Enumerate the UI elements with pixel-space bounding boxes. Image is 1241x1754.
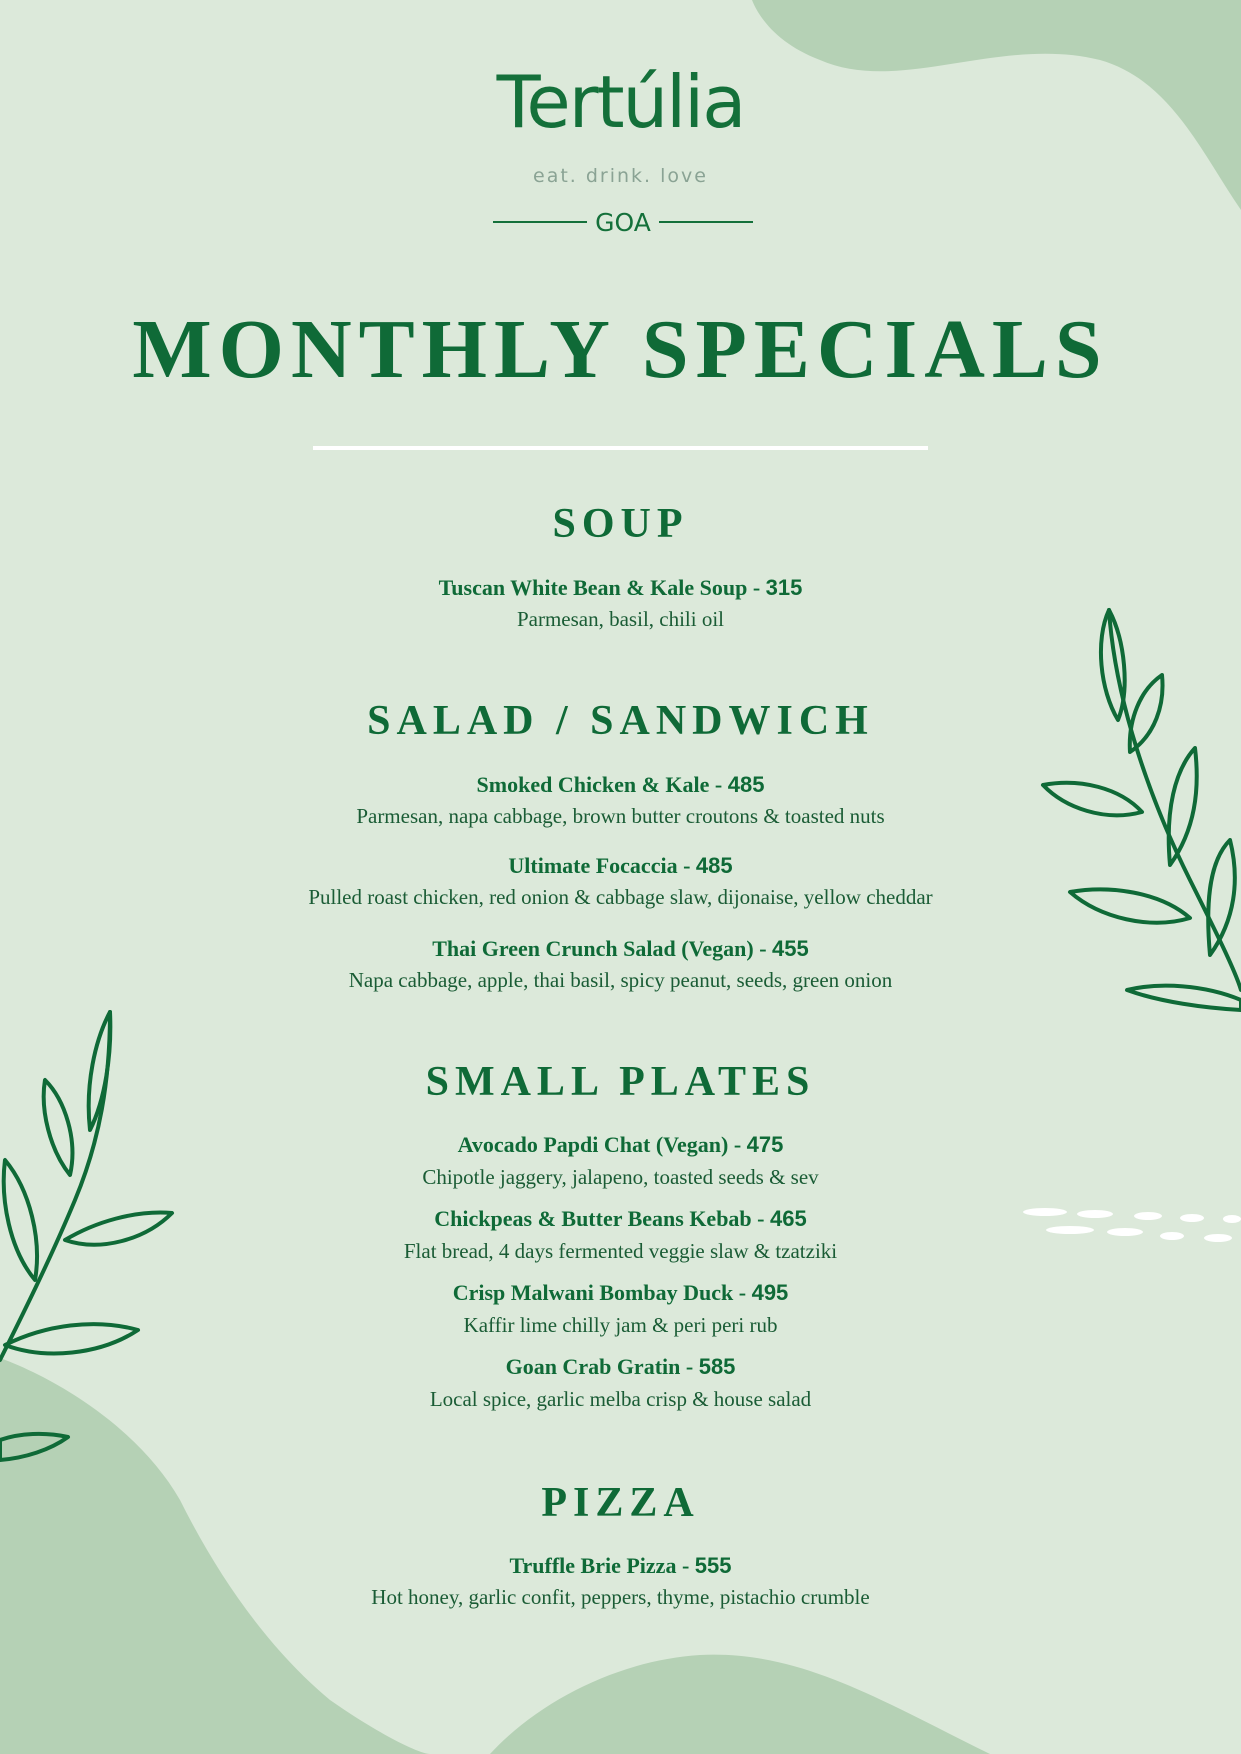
menu-item-description: Parmesan, basil, chili oil (516, 607, 725, 631)
menu-item-name: Tuscan White Bean & Kale Soup - 315 (438, 575, 803, 600)
menu-item-price: 485 (695, 853, 733, 878)
menu-item-description: Parmesan, napa cabbage, brown butter croutons & toasted nuts (356, 804, 885, 828)
menu-item-price: 465 (770, 1206, 807, 1231)
menu-item-price: 555 (694, 1553, 732, 1578)
menu-item-price: 455 (772, 936, 809, 961)
location-rule-left (493, 221, 587, 223)
title-divider (313, 446, 928, 450)
menu-item-name: Truffle Brie Pizza - 555 (509, 1553, 732, 1578)
section-title-pizza: PIZZA (541, 1480, 700, 1526)
location-rule-right (659, 221, 753, 223)
menu-item-price: 485 (727, 772, 765, 797)
menu-item-price: 585 (698, 1354, 736, 1379)
menu-item-description: Chipotle jaggery, jalapeno, toasted seeds & sev (422, 1165, 819, 1189)
menu-item-description: Flat bread, 4 days fermented veggie slaw & tzatziki (403, 1239, 838, 1263)
menu-item-description: Pulled roast chicken, red onion & cabbage slaw, dijonaise, yellow cheddar (308, 885, 933, 909)
bottom-center-blob (490, 1655, 990, 1754)
section-title-small-plates: SMALL PLATES (425, 1059, 816, 1105)
menu-item-name: Goan Crab Gratin - 585 (505, 1354, 736, 1379)
location-row (493, 205, 753, 239)
brand-tagline: eat. drink. love (533, 165, 708, 187)
page-title: MONTHLY SPECIALS (132, 303, 1109, 396)
location-label: GOA (595, 207, 651, 237)
menu-item-description: Hot honey, garlic confit, peppers, thyme, pistachio crumble (371, 1585, 870, 1609)
section-title-soup: SOUP (552, 501, 689, 547)
menu-item-name: Crisp Malwani Bombay Duck - 495 (452, 1280, 789, 1305)
menu-item-price: 495 (751, 1280, 789, 1305)
menu-item-name: Avocado Papdi Chat (Vegan) - 475 (457, 1132, 784, 1157)
menu-item-name: Chickpeas & Butter Beans Kebab - 465 (434, 1206, 807, 1231)
menu-item-name: Ultimate Focaccia - 485 (508, 853, 733, 878)
section-title-salad-sandwich: SALAD / SANDWICH (367, 698, 874, 744)
menu-item-description: Napa cabbage, apple, thai basil, spicy peanut, seeds, green onion (348, 968, 893, 992)
brand-logo: Tertúlia (496, 60, 745, 144)
menu-item-price: 475 (746, 1132, 784, 1157)
menu-item-name: Thai Green Crunch Salad (Vegan) - 455 (432, 936, 809, 961)
menu-item-price: 315 (765, 575, 803, 600)
menu-item-name: Smoked Chicken & Kale - 485 (476, 772, 765, 797)
menu-item-description: Local spice, garlic melba crisp & house salad (429, 1387, 812, 1411)
menu-item-description: Kaffir lime chilly jam & peri peri rub (463, 1313, 778, 1337)
